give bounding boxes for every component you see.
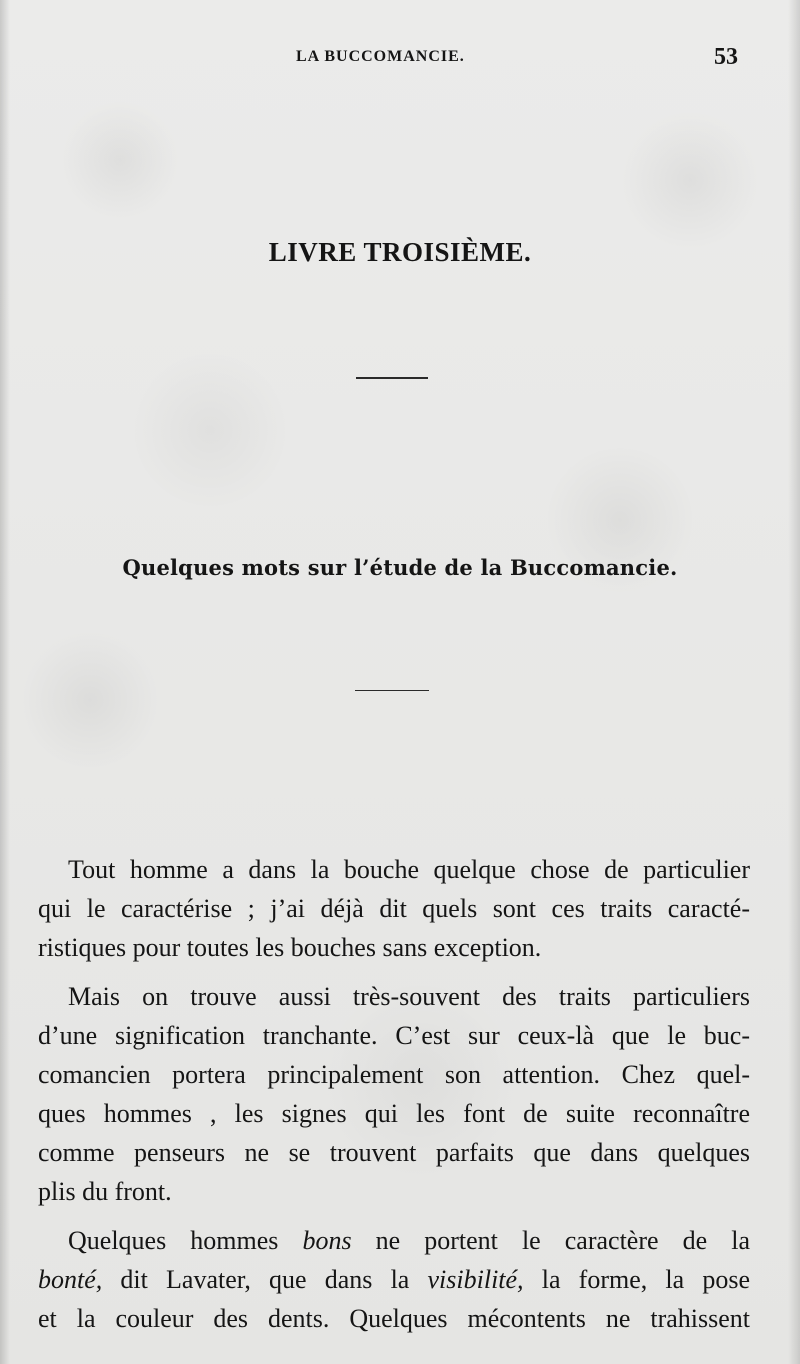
text-run: dit Lavater, que dans la xyxy=(102,1265,428,1294)
paragraph-1 xyxy=(38,850,750,967)
text-line xyxy=(38,1260,750,1299)
italic-term: bonté, xyxy=(38,1265,103,1294)
italic-term: visibilité, xyxy=(427,1265,524,1294)
text-line: Tout homme a dans la bouche quelque chose de particulier xyxy=(68,855,750,884)
section-rule xyxy=(355,690,429,691)
text-run: la forme, la pose xyxy=(523,1265,750,1294)
body-text xyxy=(38,850,750,1348)
text-line: qui le caractérise ; j’ai déjà dit quels sont ces traits caracté- xyxy=(38,894,750,923)
text-line: ques hommes , les signes qui les font de suite reconnaître xyxy=(38,1099,750,1128)
italic-term: bons xyxy=(302,1226,352,1255)
running-title: LA BUCCOMANCIE. xyxy=(296,48,465,65)
text-line: d’une signification tranchante. C’est sur ceux-là que le buc- xyxy=(38,1021,750,1050)
section-heading: Quelques mots sur l’étude de la Buccomancie. xyxy=(122,555,678,580)
text-line: Mais on trouve aussi très-souvent des traits particuliers xyxy=(68,982,750,1011)
text-run: Quelques hommes xyxy=(68,1226,303,1255)
book-heading: LIVRE TROISIÈME. xyxy=(268,237,532,267)
text-line: comancien portera principalement son attention. Chez quel- xyxy=(38,1060,750,1089)
text-line: et la couleur des dents. Quelques mécontents ne trahissent xyxy=(38,1304,750,1333)
text-line xyxy=(38,1221,750,1260)
text-line: comme penseurs ne se trouvent parfaits que dans quelques xyxy=(38,1138,750,1167)
paragraph-3 xyxy=(38,1221,750,1338)
text-line: ristiques pour toutes les bouches sans exception. xyxy=(38,933,542,962)
heading-rule xyxy=(356,377,428,379)
page-right-shadow xyxy=(788,0,800,1364)
page-number: 53 xyxy=(714,44,738,70)
paragraph-2 xyxy=(38,977,750,1211)
page-left-shadow xyxy=(0,0,10,1364)
text-run: ne portent le caractère de la xyxy=(351,1226,750,1255)
text-line: plis du front. xyxy=(38,1177,172,1206)
